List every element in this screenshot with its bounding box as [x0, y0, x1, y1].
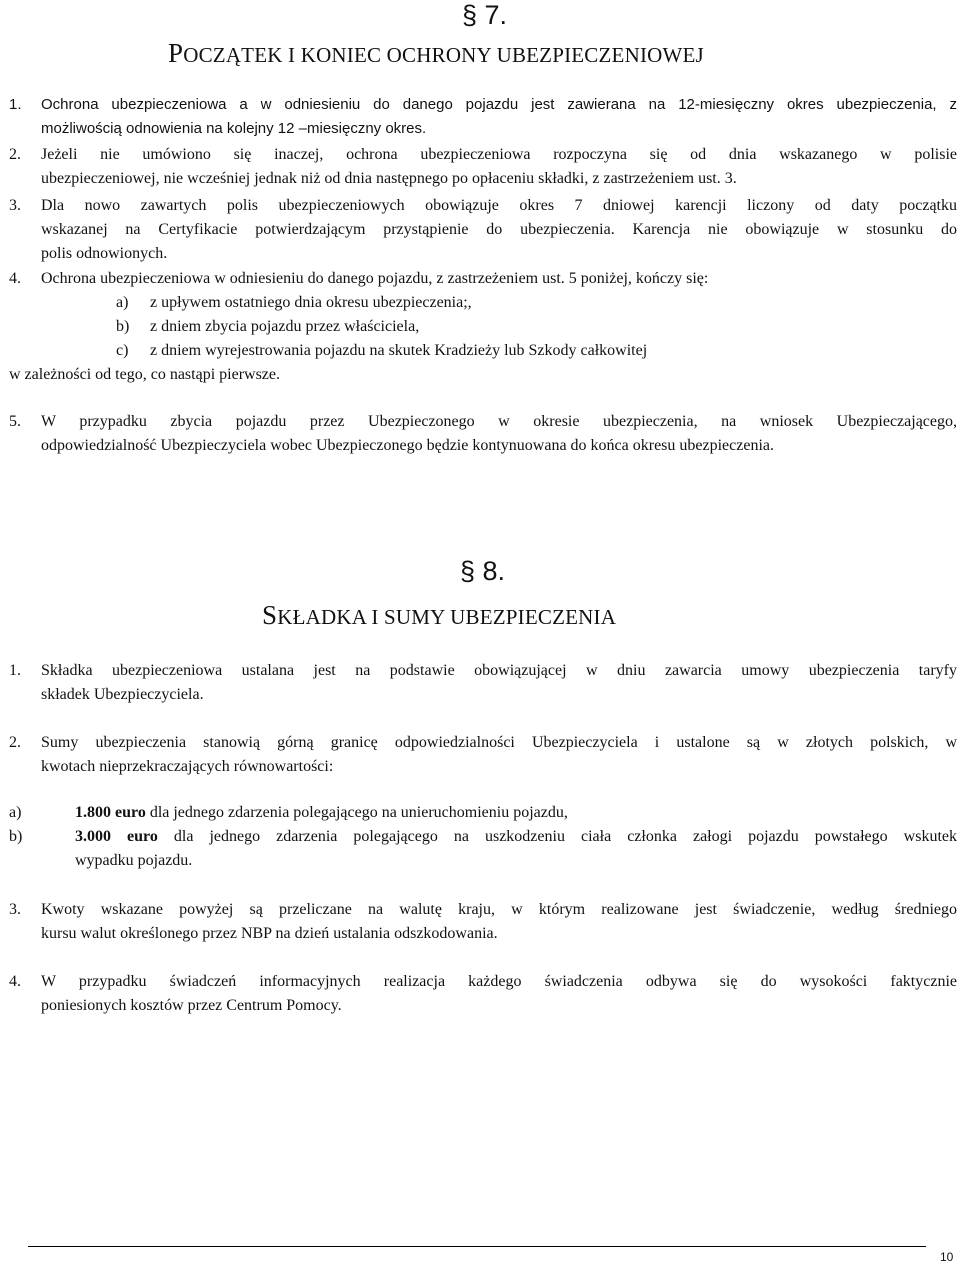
- s7-p3-line1: Dla nowo zawartych polis ubezpieczeniowych obowiązuje okres 7 dniowej karencji liczony od daty początku: [41, 197, 957, 214]
- s8-a-label: a): [9, 804, 22, 821]
- s8-b-line1: [75, 828, 957, 846]
- footer-rule: [28, 1246, 926, 1247]
- s8-p4-line1: W przypadku świadczeń informacyjnych realizacja każdego świadczenia odbywa się do wysokości faktycznie: [41, 973, 957, 990]
- s7-p1-number: 1.: [9, 96, 22, 113]
- s7-p5-line2: odpowiedzialność Ubezpieczyciela wobec Ubezpieczonego będzie kontynuowana do końca okresu ubezpieczenia.: [41, 437, 775, 454]
- section-7-title-initial: P: [168, 38, 184, 68]
- s7-p1-line2: możliwością odnowienia na kolejny 12 –miesięczny okres.: [41, 120, 427, 137]
- s8-p1-line1: Składka ubezpieczeniowa ustalana jest na podstawie obowiązującej w dniu zawarcia umowy ubezpieczenia taryfy: [41, 662, 957, 679]
- s7-p4-a-text: z upływem ostatniego dnia okresu ubezpieczenia;,: [150, 294, 472, 311]
- section-8-title: [262, 600, 616, 631]
- s7-p4-tail: w zależności od tego, co nastąpi pierwsze.: [9, 366, 281, 383]
- s8-a-line: [75, 804, 568, 822]
- section-7-title-rest: OCZĄTEK I KONIEC OCHRONY UBEZPIECZENIOWEJ: [183, 43, 704, 67]
- s8-p2-number: 2.: [9, 734, 21, 751]
- s7-p4-b-label: b): [116, 318, 130, 335]
- s7-p1-line1: Ochrona ubezpieczeniowa a w odniesieniu do danego pojazdu jest zawierana na 12-miesięczny okres ubezpieczenia, z: [41, 96, 957, 113]
- s7-p4-number: 4.: [9, 270, 21, 287]
- s8-a-amount: 1.800 euro: [75, 804, 146, 821]
- section-8-title-rest: KŁADKA I SUMY UBEZPIECZENIA: [277, 605, 617, 629]
- s8-b-text: dla jednego zdarzenia polegającego na uszkodzeniu ciała członka załogi pojazdu powstałego wskutek: [157, 828, 958, 845]
- section-8-title-initial: S: [262, 600, 278, 630]
- section-7-heading: § 7.: [462, 0, 508, 30]
- s7-p2-line2: ubezpieczeniowej, nie wcześniej jednak niż od dnia następnego po opłaceniu składki, z zastrzeżeniem ust. 3.: [41, 170, 737, 187]
- section-8-heading: § 8.: [460, 556, 506, 586]
- s7-p4-b-text: z dniem zbycia pojazdu przez właściciela,: [150, 318, 420, 335]
- s7-p3-number: 3.: [9, 197, 21, 214]
- s8-p3-line1: Kwoty wskazane powyżej są przeliczane na walutę kraju, w którym realizowane jest świadczenie, według średniego: [41, 901, 957, 918]
- s7-p4-line1: Ochrona ubezpieczeniowa w odniesieniu do danego pojazdu, z zastrzeżeniem ust. 5 poniżej, kończy się:: [41, 270, 709, 287]
- s8-p1-number: 1.: [9, 662, 21, 679]
- s8-b-amount: 3.000 euro: [75, 828, 158, 845]
- s7-p4-c-text: z dniem wyrejestrowania pojazdu na skutek Kradzieży lub Szkody całkowitej: [150, 342, 648, 359]
- s8-p4-number: 4.: [9, 973, 21, 990]
- s7-p3-line2: wskazanej na Certyfikacie potwierdzającym przystąpienie do ubezpieczenia. Karencja nie obowiązuje w stosunku do: [41, 221, 957, 238]
- s7-p5-number: 5.: [9, 413, 21, 430]
- s7-p4-c-label: c): [116, 342, 129, 359]
- s8-p2-line1: Sumy ubezpieczenia stanowią górną granicę odpowiedzialności Ubezpieczyciela i ustalone są w złotych polskich, w: [41, 734, 957, 751]
- s7-p5-line1: W przypadku zbycia pojazdu przez Ubezpieczonego w okresie ubezpieczenia, na wniosek Ubezpieczającego,: [41, 413, 957, 430]
- s7-p2-line1: Jeżeli nie umówiono się inaczej, ochrona ubezpieczeniowa rozpoczyna się od dnia wskazanego w polisie: [41, 146, 957, 163]
- s8-p1-line2: składek Ubezpieczyciela.: [41, 686, 204, 703]
- s8-p2-line2: kwotach nieprzekraczających równowartości:: [41, 758, 334, 775]
- s8-a-text: dla jednego zdarzenia polegającego na unieruchomieniu pojazdu,: [145, 804, 568, 821]
- s7-p3-line3: polis odnowionych.: [41, 245, 168, 262]
- s7-p4-a-label: a): [116, 294, 129, 311]
- s8-p3-line2: kursu walut określonego przez NBP na dzień ustalania odszkodowania.: [41, 925, 498, 942]
- s8-b-label: b): [9, 828, 23, 845]
- s8-p3-number: 3.: [9, 901, 21, 918]
- s8-b-line2: wypadku pojazdu.: [75, 852, 193, 869]
- s7-p2-number: 2.: [9, 146, 21, 163]
- s8-p4-line2: poniesionych kosztów przez Centrum Pomocy.: [41, 997, 342, 1014]
- page-number: 10: [940, 1250, 954, 1264]
- section-7-title: [168, 38, 704, 69]
